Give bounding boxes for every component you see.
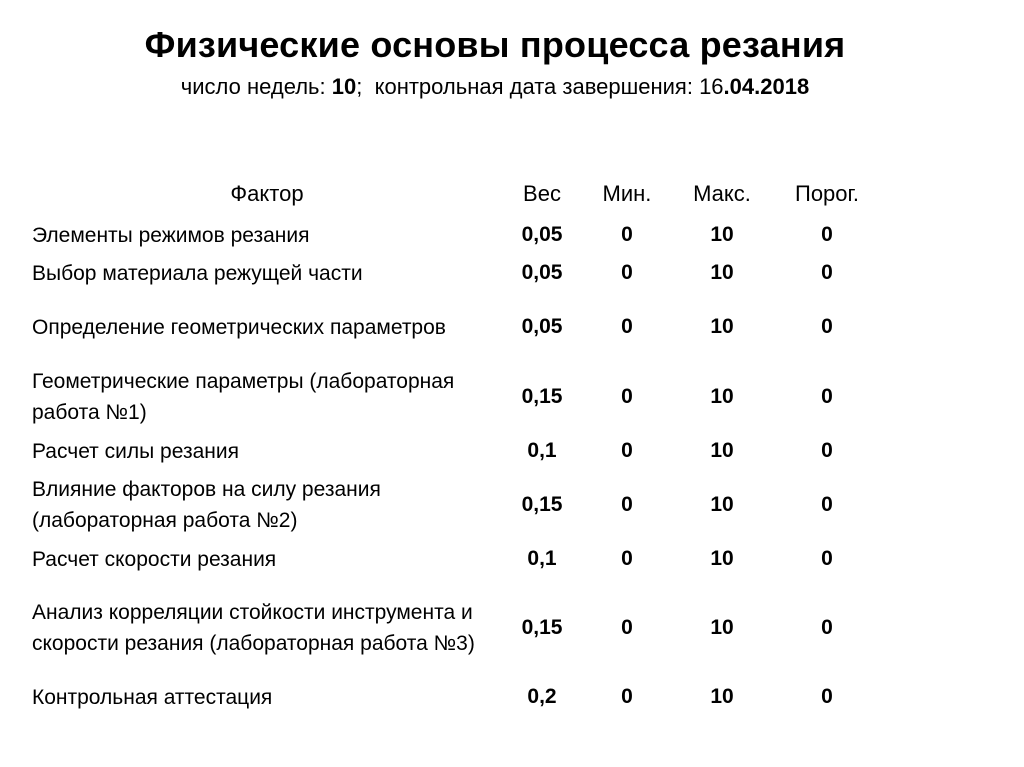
row-weight: 0,15: [521, 385, 563, 408]
row-threshold: 0: [821, 616, 833, 639]
row-min: 0: [621, 493, 633, 516]
page-title: Физические основы процесса резания: [144, 24, 846, 65]
weeks-value: 10: [331, 74, 357, 99]
row-max: 10: [710, 223, 734, 246]
row-factor-name: Контрольная аттестация: [32, 685, 273, 709]
header-threshold: Порог.: [795, 181, 859, 206]
row-weight: 0,15: [521, 616, 563, 639]
row-min: 0: [621, 315, 633, 338]
row-threshold: 0: [821, 547, 833, 570]
row-max: 10: [710, 261, 734, 284]
table-row: [32, 540, 882, 578]
row-factor-name: Расчет скорости резания: [32, 547, 277, 571]
row-min: 0: [621, 439, 633, 462]
row-max: 10: [710, 439, 734, 462]
row-min: 0: [621, 616, 633, 639]
row-max: 10: [710, 315, 734, 338]
row-min: 0: [621, 685, 633, 708]
factors-table: [32, 172, 882, 716]
row-threshold: 0: [821, 315, 833, 338]
row-max: 10: [710, 547, 734, 570]
header-max: Макс.: [693, 181, 751, 206]
row-max: 10: [710, 493, 734, 516]
row-min: 0: [621, 261, 633, 284]
row-threshold: 0: [821, 439, 833, 462]
subtitle: [0, 74, 990, 100]
row-weight: 0,1: [527, 547, 557, 570]
row-factor-name: Расчет силы резания: [32, 439, 239, 463]
row-threshold: 0: [821, 685, 833, 708]
row-factor-name: Геометрические параметры (лабораторная работа №1): [32, 370, 455, 424]
row-factor-name: Влияние факторов на силу резания (лабораторная работа №2): [32, 478, 381, 532]
header-min: Мин.: [602, 181, 652, 206]
row-min: 0: [621, 223, 633, 246]
table-row: [32, 678, 882, 716]
row-factor-name: Выбор материала режущей части: [32, 261, 363, 285]
row-max: 10: [710, 685, 734, 708]
row-weight: 0,15: [521, 493, 563, 516]
row-factor-name: Определение геометрических параметров: [32, 315, 446, 339]
table-row: [32, 216, 882, 254]
row-weight: 0,05: [521, 315, 563, 338]
header-weight: Вес: [523, 181, 561, 206]
date-value: .04.2018: [723, 74, 810, 99]
table-row: [32, 432, 882, 470]
row-min: 0: [621, 385, 633, 408]
row-weight: 0,1: [527, 439, 557, 462]
row-threshold: 0: [821, 493, 833, 516]
table-row: [32, 578, 882, 678]
table-row: [32, 292, 882, 362]
row-factor-name: Анализ корреляции стойкости инструмента и скорости резания (лабораторная работа №3): [32, 601, 475, 655]
row-weight: 0,2: [527, 685, 557, 708]
table-row: [32, 470, 882, 540]
subtitle-separator: ;: [356, 74, 363, 99]
date-label: контрольная дата завершения: 16: [362, 74, 724, 99]
table-row: [32, 362, 882, 432]
weeks-label: число недель:: [180, 74, 332, 99]
row-threshold: 0: [821, 385, 833, 408]
row-min: 0: [621, 547, 633, 570]
row-threshold: 0: [821, 223, 833, 246]
table-row: [32, 254, 882, 292]
header-factor: Фактор: [230, 181, 304, 206]
row-weight: 0,05: [521, 261, 563, 284]
row-max: 10: [710, 385, 734, 408]
row-weight: 0,05: [521, 223, 563, 246]
row-threshold: 0: [821, 261, 833, 284]
row-factor-name: Элементы режимов резания: [32, 223, 310, 247]
row-max: 10: [710, 616, 734, 639]
table-header-row: [32, 172, 882, 216]
